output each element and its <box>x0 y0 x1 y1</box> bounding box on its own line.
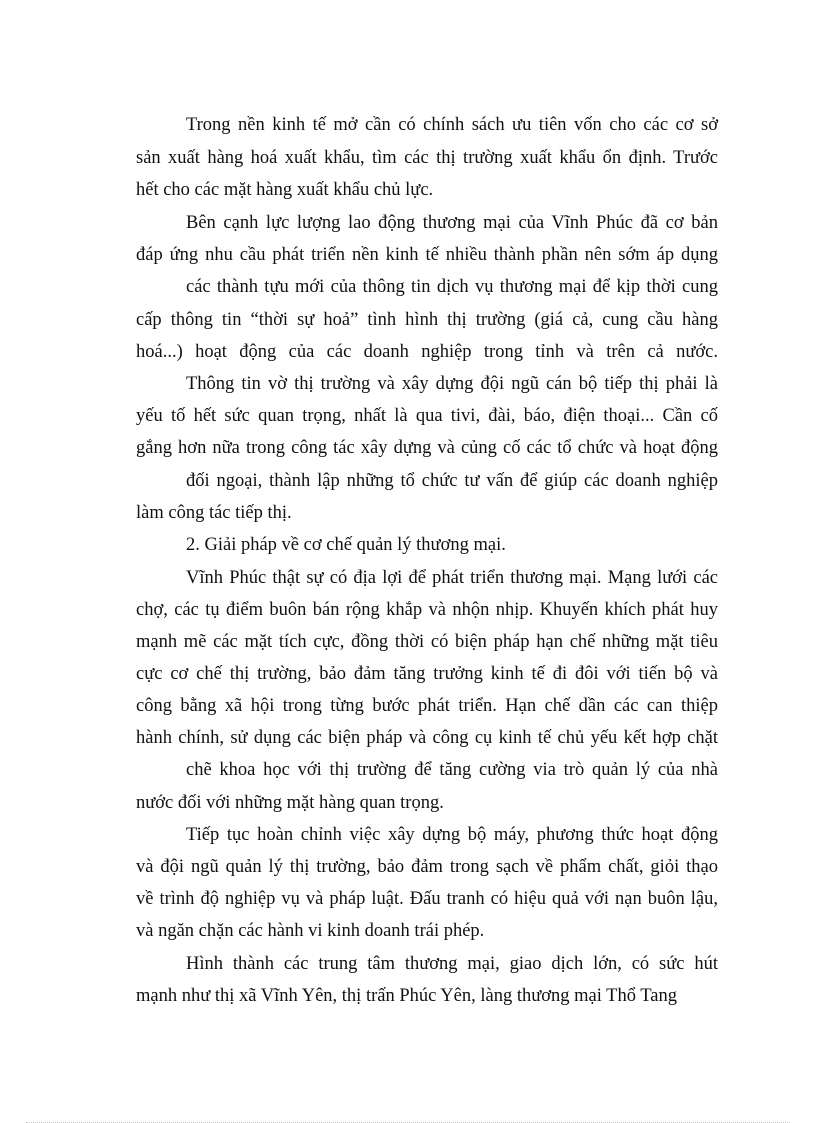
text-line: các thành tựu mới của thông tin dịch vụ thương mại để kịp thời cung <box>186 277 718 297</box>
text-line: cực cơ chế thị trường, bảo đảm tăng trưởng kinh tế đi đôi với tiến bộ và <box>136 664 718 684</box>
text-line: chợ, các tụ điểm buôn bán rộng khắp và nhộn nhịp. Khuyến khích phát huy <box>136 600 718 620</box>
text-line: hoá...) hoạt động của các doanh nghiệp trong tỉnh và trên cả nước. <box>136 342 718 362</box>
text-line: Tiếp tục hoàn chỉnh việc xây dựng bộ máy, phương thức hoạt động <box>186 825 718 845</box>
text-line: Trong nền kinh tế mở cần có chính sách ưu tiên vốn cho các cơ sở <box>186 115 718 135</box>
text-line: Thông tin vờ thị trường và xây dựng đội ngũ cán bộ tiếp thị phải là <box>186 374 718 394</box>
text-line: Bên cạnh lực lượng lao động thương mại của Vĩnh Phúc đã cơ bản <box>186 213 718 233</box>
text-line: và ngăn chặn các hành vi kinh doanh trái phép. <box>136 921 485 941</box>
text-line: đối ngoại, thành lập những tổ chức tư vấn để giúp các doanh nghiệp <box>186 471 718 491</box>
section-heading: 2. Giải pháp về cơ chế quản lý thương mại. <box>186 535 506 555</box>
text-line: cấp thông tin “thời sự hoả” tình hình thị trường (giá cả, cung cầu hàng <box>136 310 718 330</box>
text-line: yếu tố hết sức quan trọng, nhất là qua tivi, đài, báo, điện thoại... Cần cố <box>136 406 718 426</box>
text-line: đáp ứng nhu cầu phát triển nền kinh tế nhiều thành phần nên sớm áp dụng <box>136 245 718 265</box>
text-line: công bằng xã hội trong từng bước phát triển. Hạn chế dần các can thiệp <box>136 696 718 716</box>
text-line: Hình thành các trung tâm thương mại, giao dịch lớn, có sức hút <box>186 954 718 974</box>
text-line: nước đối với những mặt hàng quan trọng. <box>136 793 444 813</box>
text-line: Vĩnh Phúc thật sự có địa lợi để phát triển thương mại. Mạng lưới các <box>186 568 718 588</box>
text-line: làm công tác tiếp thị. <box>136 503 292 523</box>
text-line: và đội ngũ quản lý thị trường, bảo đảm trong sạch về phẩm chất, giỏi thạo <box>136 857 718 877</box>
text-line: về trình độ nghiệp vụ và pháp luật. Đấu tranh có hiệu quả với nạn buôn lậu, <box>136 889 718 909</box>
text-line: mạnh mẽ các mặt tích cực, đồng thời có biện pháp hạn chế những mặt tiêu <box>136 632 718 652</box>
text-line: chẽ khoa học với thị trường để tăng cường via trò quản lý của nhà <box>186 760 718 780</box>
text-line: hành chính, sử dụng các biện pháp và công cụ kinh tế chủ yếu kết hợp chặt <box>136 728 718 748</box>
text-line: hết cho các mặt hàng xuất khẩu chủ lực. <box>136 180 434 200</box>
text-line: sản xuất hàng hoá xuất khẩu, tìm các thị trường xuất khẩu ổn định. Trước <box>136 148 718 168</box>
text-line: mạnh như thị xã Vĩnh Yên, thị trấn Phúc Yên, làng thương mại Thổ Tang <box>136 986 677 1006</box>
text-line: gắng hơn nữa trong công tác xây dựng và củng cố các tổ chức và hoạt động <box>136 438 718 458</box>
